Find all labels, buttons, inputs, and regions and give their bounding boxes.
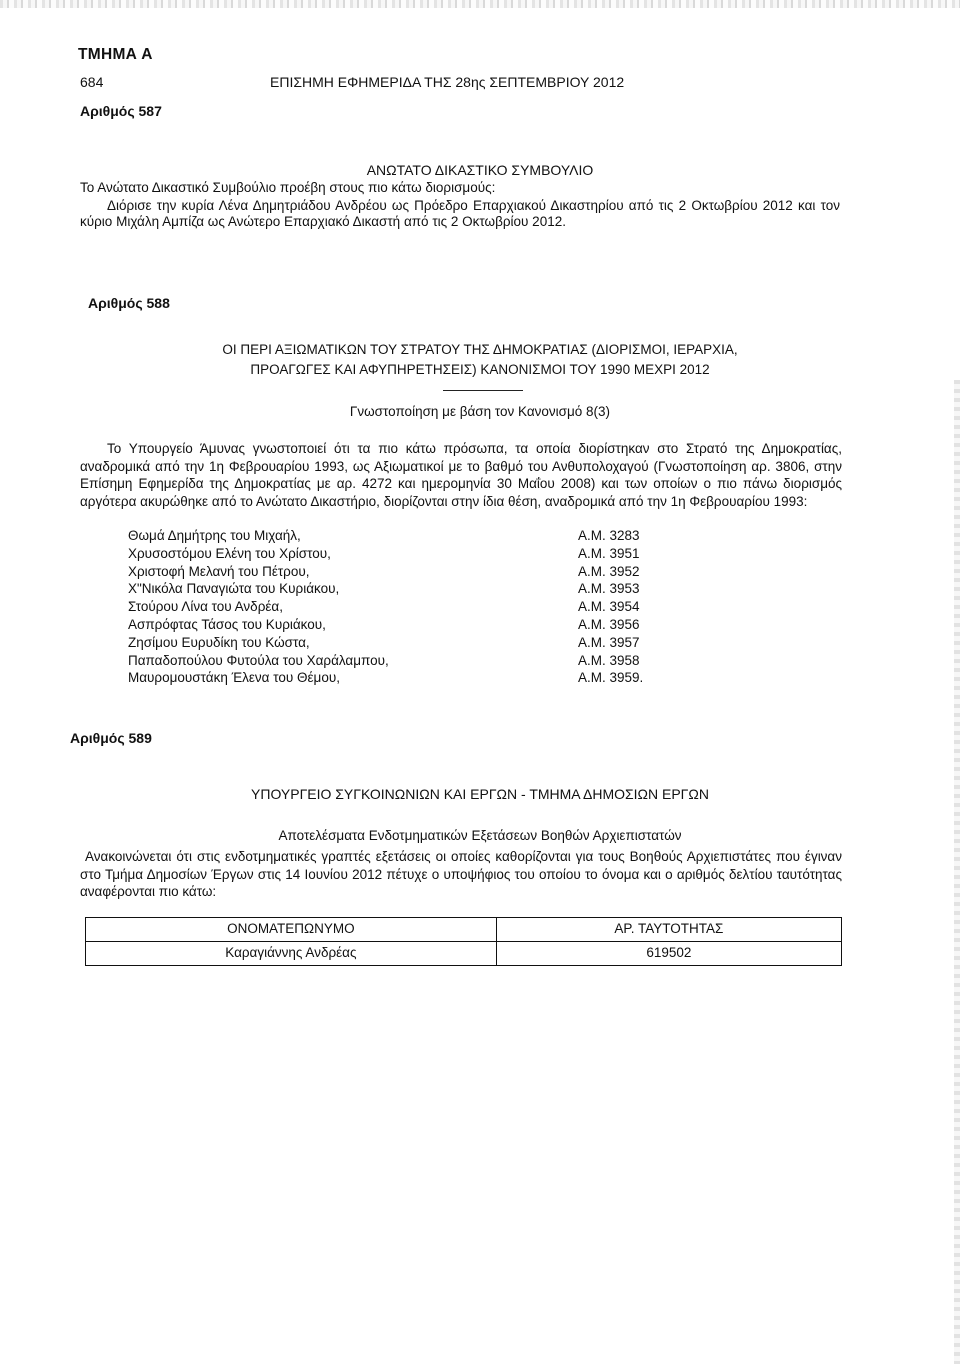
officer-am: Α.Μ. 3957	[578, 634, 640, 650]
notice-588-title-line1: ΟΙ ΠΕΡΙ ΑΞΙΩΜΑΤΙΚΩΝ ΤΟΥ ΣΤΡΑΤΟΥ ΤΗΣ ΔΗΜΟΚΡΑΤΙΑΣ (ΔΙΟΡΙΣΜΟΙ, ΙΕΡΑΡΧΙΑ,	[222, 342, 738, 357]
notice-589-number: Αριθμός 589	[70, 730, 152, 746]
notice-588-body: Το Υπουργείο Άμυνας γνωστοποιεί ότι τα πιο κάτω πρόσωπα, τα οποία διορίστηκαν στο Στρατό της Δημοκρατίας, αναδρομικά από την 1η Φεβρουαρίου 1993, ως Αξιωματικοί με το βαθμό του Ανθυπολοχαγού (Γνωστοποίηση αρ. 3806, στην Επίσημη Εφημερίδα της Δημοκρατίας με αρ. 4272 και ημερομηνία 30 Μαΐου 2008) και των οποίων ο πιο πάνω διορισμός αργότερα ακυρώθηκε από το Ανώτατο Δικαστήριο, διορίζονται στην ίδια θέση, αναδρομικά από την 1η Φεβρουαρίου 1993:	[80, 441, 842, 509]
officer-am: Α.Μ. 3958	[578, 652, 640, 668]
officer-am: Α.Μ. 3951	[578, 545, 640, 561]
list-item	[128, 546, 668, 564]
table-row	[86, 942, 842, 966]
list-item	[128, 528, 668, 546]
notice-589-body: Ανακοινώνεται ότι στις ενδοτμηματικές γραπτές εξετάσεις οι οποίες καθορίζονται για τους Βοηθούς Αρχιεπιστάτες που έγιναν στο Τμήμα Δημοσίων Έργων στις 14 Ιουνίου 2012 πέτυχε ο υποψήφιος του οποίου το όνομα και ο αριθμός δελτίου ταυτότητας αναφέρονται πιο κάτω:	[80, 849, 842, 900]
column-header-name: ΟΝΟΜΑΤΕΠΩΝΥΜΟ	[86, 918, 497, 942]
officer-am: Α.Μ. 3283	[578, 528, 640, 543]
officer-list	[128, 528, 668, 688]
officer-name: Ασπρόφτας Τάσος του Κυριάκου,	[128, 616, 326, 632]
page-number: 684	[80, 74, 104, 90]
officer-name: Παπαδοπούλου Φυτούλα του Χαράλαμπου,	[128, 652, 389, 668]
section-label: ΤΜΗΜΑ Α	[78, 46, 153, 63]
officer-name: Ζησίμου Ευρυδίκη του Κώστα,	[128, 634, 310, 650]
officer-am: Α.Μ. 3954	[578, 599, 640, 615]
candidate-id: 619502	[496, 942, 841, 966]
officer-am: Α.Μ. 3952	[578, 563, 640, 579]
title-divider	[443, 390, 523, 391]
list-item	[128, 670, 668, 688]
list-item	[128, 581, 668, 599]
notice-588-title-line2: ΠΡΟΑΓΩΓΕΣ ΚΑΙ ΑΦΥΠΗΡΕΤΗΣΕΙΣ) ΚΑΝΟΝΙΣΜΟΙ ΤΟΥ 1990 ΜΕΧΡΙ 2012	[250, 362, 710, 377]
officer-am: Α.Μ. 3959.	[578, 670, 644, 686]
notice-589-ministry: ΥΠΟΥΡΓΕΙΟ ΣΥΓΚΟΙΝΩΝΙΩΝ ΚΑΙ ΕΡΓΩΝ - ΤΜΗΜΑ ΔΗΜΟΣΙΩΝ ΕΡΓΩΝ	[251, 786, 709, 802]
table-header-row	[86, 918, 842, 942]
officer-name: Χ"Νικόλα Παναγιώτα του Κυριάκου,	[128, 581, 340, 597]
notice-588-number: Αριθμός 588	[88, 295, 170, 311]
officer-name: Χριστοφή Μελανή του Πέτρου,	[128, 563, 310, 579]
notice-589-subtitle: Αποτελέσματα Ενδοτμηματικών Εξετάσεων Βοηθών Αρχιεπιστατών	[278, 828, 682, 843]
list-item	[128, 617, 668, 635]
gazette-title: ΕΠΙΣΗΜΗ ΕΦΗΜΕΡΙΔΑ ΤΗΣ 28ης ΣΕΠΤΕΜΒΡΙΟΥ 2012	[270, 74, 625, 90]
list-item	[128, 599, 668, 617]
list-item	[128, 564, 668, 582]
officer-am: Α.Μ. 3953	[578, 581, 640, 597]
notice-587-number: Αριθμός 587	[80, 103, 162, 119]
officer-name: Μαυρομουστάκη Έλενα του Θέμου,	[128, 670, 340, 686]
scan-artifact-top	[0, 0, 960, 8]
officer-am: Α.Μ. 3956	[578, 616, 640, 632]
notice-587-intro: Το Ανώτατο Δικαστικό Συμβούλιο προέβη στους πιο κάτω διορισμούς:	[80, 180, 496, 195]
officer-name: Θωμά Δημήτρης του Μιχαήλ,	[128, 528, 301, 543]
results-table	[85, 917, 842, 966]
notice-588-subtitle: Γνωστοποίηση με βάση τον Κανονισμό 8(3)	[349, 404, 611, 419]
officer-name: Στούρου Λίνα του Ανδρέα,	[128, 599, 283, 615]
list-item	[128, 653, 668, 671]
officer-name: Χρυσοστόμου Ελένη του Χρίστου,	[128, 545, 331, 561]
list-item	[128, 635, 668, 653]
scan-artifact-right	[954, 380, 960, 1364]
column-header-id: ΑΡ. ΤΑΥΤΟΤΗΤΑΣ	[496, 918, 841, 942]
notice-587-body: Διόρισε την κυρία Λένα Δημητριάδου Ανδρέου ως Πρόεδρο Επαρχιακού Δικαστηρίου από τις 2 Οκτωβρίου 2012 και τον κύριο Μιχάλη Αμπίζα ως Ανώτερο Επαρχιακό Δικαστή από τις 2 Οκτωβρίου 2012.	[80, 198, 840, 230]
notice-587-authority: ΑΝΩΤΑΤΟ ΔΙΚΑΣΤΙΚΟ ΣΥΜΒΟΥΛΙΟ	[366, 162, 594, 178]
candidate-name: Καραγιάννης Ανδρέας	[86, 942, 497, 966]
